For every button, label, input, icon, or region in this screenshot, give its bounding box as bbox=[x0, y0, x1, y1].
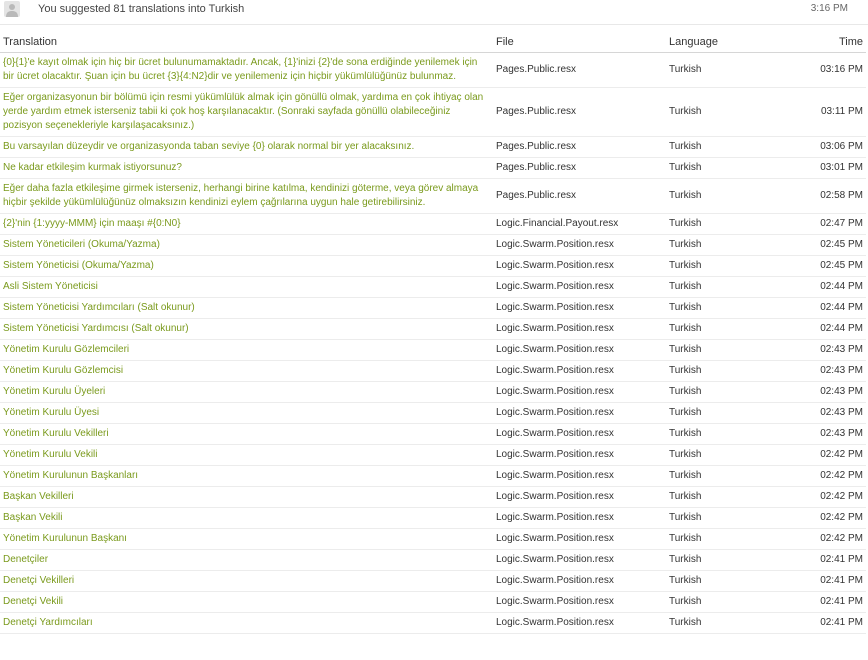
translations-table bbox=[0, 33, 866, 634]
table-row bbox=[0, 487, 866, 508]
time-cell: 03:11 PM bbox=[784, 88, 866, 137]
translation-cell[interactable]: Sistem Yöneticisi Yardımcıları (Salt okunur) bbox=[0, 298, 493, 319]
table-row bbox=[0, 137, 866, 158]
time-cell: 02:43 PM bbox=[784, 424, 866, 445]
table-row bbox=[0, 214, 866, 235]
user-avatar-icon bbox=[4, 1, 20, 17]
file-cell: Logic.Swarm.Position.resx bbox=[493, 571, 666, 592]
table-row bbox=[0, 235, 866, 256]
table-row bbox=[0, 277, 866, 298]
column-header-time: Time bbox=[784, 33, 866, 53]
language-cell: Turkish bbox=[666, 487, 784, 508]
time-cell: 03:06 PM bbox=[784, 137, 866, 158]
file-cell: Logic.Swarm.Position.resx bbox=[493, 529, 666, 550]
time-cell: 02:41 PM bbox=[784, 592, 866, 613]
translation-cell[interactable]: Sistem Yöneticileri (Okuma/Yazma) bbox=[0, 235, 493, 256]
table-row bbox=[0, 319, 866, 340]
table-row bbox=[0, 529, 866, 550]
language-cell: Turkish bbox=[666, 445, 784, 466]
table-row bbox=[0, 403, 866, 424]
translation-cell[interactable]: Yönetim Kurulu Vekilleri bbox=[0, 424, 493, 445]
language-cell: Turkish bbox=[666, 508, 784, 529]
time-cell: 02:43 PM bbox=[784, 382, 866, 403]
translation-cell[interactable]: Ne kadar etkileşim kurmak istiyorsunuz? bbox=[0, 158, 493, 179]
language-cell: Turkish bbox=[666, 340, 784, 361]
table-row bbox=[0, 445, 866, 466]
translation-cell[interactable]: Yönetim Kurulunun Başkanları bbox=[0, 466, 493, 487]
time-cell: 02:41 PM bbox=[784, 571, 866, 592]
table-row bbox=[0, 53, 866, 88]
translation-cell[interactable]: {0}{1}'e kayıt olmak için hiç bir ücret bulunumamaktadır. Ancak, {1}'inizi {2}'de sona erdiğinde yenilemek için bir ücret olacaktır. Şuan için bu ücret {3}{4:N2}dir ve yenilemeniz için hiçbir yükümlülüğünüz bulunmaz. bbox=[0, 53, 493, 88]
translation-cell[interactable]: Yönetim Kurulu Gözlemcisi bbox=[0, 361, 493, 382]
file-cell: Pages.Public.resx bbox=[493, 179, 666, 214]
time-cell: 02:44 PM bbox=[784, 277, 866, 298]
file-cell: Logic.Swarm.Position.resx bbox=[493, 508, 666, 529]
file-cell: Logic.Swarm.Position.resx bbox=[493, 319, 666, 340]
translation-cell[interactable]: Yönetim Kurulu Üyeleri bbox=[0, 382, 493, 403]
language-cell: Turkish bbox=[666, 592, 784, 613]
language-cell: Turkish bbox=[666, 158, 784, 179]
translation-cell[interactable]: Yönetim Kurulunun Başkanı bbox=[0, 529, 493, 550]
time-cell: 02:43 PM bbox=[784, 403, 866, 424]
file-cell: Pages.Public.resx bbox=[493, 88, 666, 137]
time-cell: 02:42 PM bbox=[784, 529, 866, 550]
language-cell: Turkish bbox=[666, 613, 784, 634]
table-row bbox=[0, 158, 866, 179]
table-row bbox=[0, 424, 866, 445]
file-cell: Pages.Public.resx bbox=[493, 53, 666, 88]
table-row bbox=[0, 361, 866, 382]
time-cell: 02:42 PM bbox=[784, 445, 866, 466]
time-cell: 02:41 PM bbox=[784, 550, 866, 571]
translation-cell[interactable]: Eğer organizasyonun bir bölümü için resmi yükümlülük almak için gönüllü olmak, yardıma en çok ihtiyaç olan yerde yardım etmek isterseniz tabii ki çok hoş karşılanacaktır. (Sonraki sayfada gönüllü olabileceğiniz pozisyon seçenekleriyle karşılaşacaksınız.) bbox=[0, 88, 493, 137]
translation-cell[interactable]: Eğer daha fazla etkileşime girmek isterseniz, herhangi birine katılma, kendinizi göterme, veya görev almaya hiçbir şekilde yükümlülüğünüz olmaksızın kendinizi eylem çağrılarına uygun hale getirebilirsiniz. bbox=[0, 179, 493, 214]
time-cell: 02:47 PM bbox=[784, 214, 866, 235]
time-cell: 02:43 PM bbox=[784, 361, 866, 382]
table-row bbox=[0, 550, 866, 571]
file-cell: Logic.Swarm.Position.resx bbox=[493, 361, 666, 382]
activity-time: 3:16 PM bbox=[810, 3, 848, 14]
translation-cell[interactable]: Sistem Yöneticisi Yardımcısı (Salt okunur) bbox=[0, 319, 493, 340]
language-cell: Turkish bbox=[666, 550, 784, 571]
table-body bbox=[0, 53, 866, 634]
language-cell: Turkish bbox=[666, 382, 784, 403]
file-cell: Logic.Swarm.Position.resx bbox=[493, 592, 666, 613]
time-cell: 02:42 PM bbox=[784, 466, 866, 487]
column-header-translation: Translation bbox=[0, 33, 493, 53]
language-cell: Turkish bbox=[666, 214, 784, 235]
column-header-file: File bbox=[493, 33, 666, 53]
column-header-language: Language bbox=[666, 33, 784, 53]
translation-cell[interactable]: {2}'nin {1:yyyy-MMM} için maaşı #{0:N0} bbox=[0, 214, 493, 235]
translation-cell[interactable]: Denetçiler bbox=[0, 550, 493, 571]
table-row bbox=[0, 613, 866, 634]
file-cell: Logic.Swarm.Position.resx bbox=[493, 613, 666, 634]
translation-cell[interactable]: Denetçi Vekilleri bbox=[0, 571, 493, 592]
language-cell: Turkish bbox=[666, 235, 784, 256]
table-row bbox=[0, 466, 866, 487]
file-cell: Logic.Swarm.Position.resx bbox=[493, 277, 666, 298]
table-row bbox=[0, 256, 866, 277]
language-cell: Turkish bbox=[666, 256, 784, 277]
language-cell: Turkish bbox=[666, 298, 784, 319]
language-cell: Turkish bbox=[666, 319, 784, 340]
table-row bbox=[0, 298, 866, 319]
time-cell: 02:43 PM bbox=[784, 340, 866, 361]
time-cell: 02:42 PM bbox=[784, 508, 866, 529]
language-cell: Turkish bbox=[666, 88, 784, 137]
language-cell: Turkish bbox=[666, 466, 784, 487]
translation-cell[interactable]: Yönetim Kurulu Gözlemcileri bbox=[0, 340, 493, 361]
time-cell: 02:45 PM bbox=[784, 256, 866, 277]
file-cell: Logic.Swarm.Position.resx bbox=[493, 235, 666, 256]
table-row bbox=[0, 88, 866, 137]
language-cell: Turkish bbox=[666, 424, 784, 445]
translation-cell[interactable]: Denetçi Yardımcıları bbox=[0, 613, 493, 634]
file-cell: Logic.Swarm.Position.resx bbox=[493, 256, 666, 277]
translation-cell[interactable]: Sistem Yöneticisi (Okuma/Yazma) bbox=[0, 256, 493, 277]
language-cell: Turkish bbox=[666, 137, 784, 158]
file-cell: Logic.Swarm.Position.resx bbox=[493, 550, 666, 571]
translation-cell[interactable]: Başkan Vekili bbox=[0, 508, 493, 529]
language-cell: Turkish bbox=[666, 179, 784, 214]
translation-cell[interactable]: Asli Sistem Yöneticisi bbox=[0, 277, 493, 298]
time-cell: 02:42 PM bbox=[784, 487, 866, 508]
table-row bbox=[0, 340, 866, 361]
translation-cell[interactable]: Yönetim Kurulu Vekili bbox=[0, 445, 493, 466]
table-row bbox=[0, 508, 866, 529]
time-cell: 02:58 PM bbox=[784, 179, 866, 214]
time-cell: 02:45 PM bbox=[784, 235, 866, 256]
file-cell: Logic.Swarm.Position.resx bbox=[493, 298, 666, 319]
activity-message: You suggested 81 translations into Turkish bbox=[38, 3, 245, 15]
language-cell: Turkish bbox=[666, 361, 784, 382]
translation-cell[interactable]: Başkan Vekilleri bbox=[0, 487, 493, 508]
time-cell: 02:44 PM bbox=[784, 298, 866, 319]
table-row bbox=[0, 571, 866, 592]
translation-cell[interactable]: Bu varsayılan düzeydir ve organizasyonda taban seviye {0} olarak normal bir yer alacaksınız. bbox=[0, 137, 493, 158]
file-cell: Logic.Swarm.Position.resx bbox=[493, 466, 666, 487]
file-cell: Logic.Swarm.Position.resx bbox=[493, 403, 666, 424]
translation-cell[interactable]: Denetçi Vekili bbox=[0, 592, 493, 613]
file-cell: Logic.Swarm.Position.resx bbox=[493, 382, 666, 403]
translation-cell[interactable]: Yönetim Kurulu Üyesi bbox=[0, 403, 493, 424]
language-cell: Turkish bbox=[666, 529, 784, 550]
time-cell: 03:16 PM bbox=[784, 53, 866, 88]
file-cell: Pages.Public.resx bbox=[493, 158, 666, 179]
time-cell: 02:41 PM bbox=[784, 613, 866, 634]
table-row bbox=[0, 382, 866, 403]
file-cell: Pages.Public.resx bbox=[493, 137, 666, 158]
file-cell: Logic.Swarm.Position.resx bbox=[493, 424, 666, 445]
language-cell: Turkish bbox=[666, 53, 784, 88]
time-cell: 02:44 PM bbox=[784, 319, 866, 340]
table-row bbox=[0, 592, 866, 613]
language-cell: Turkish bbox=[666, 277, 784, 298]
file-cell: Logic.Swarm.Position.resx bbox=[493, 340, 666, 361]
file-cell: Logic.Swarm.Position.resx bbox=[493, 487, 666, 508]
language-cell: Turkish bbox=[666, 403, 784, 424]
file-cell: Logic.Swarm.Position.resx bbox=[493, 445, 666, 466]
time-cell: 03:01 PM bbox=[784, 158, 866, 179]
file-cell: Logic.Financial.Payout.resx bbox=[493, 214, 666, 235]
language-cell: Turkish bbox=[666, 571, 784, 592]
table-row bbox=[0, 179, 866, 214]
table-header-row bbox=[0, 33, 866, 53]
activity-header bbox=[0, 0, 868, 25]
